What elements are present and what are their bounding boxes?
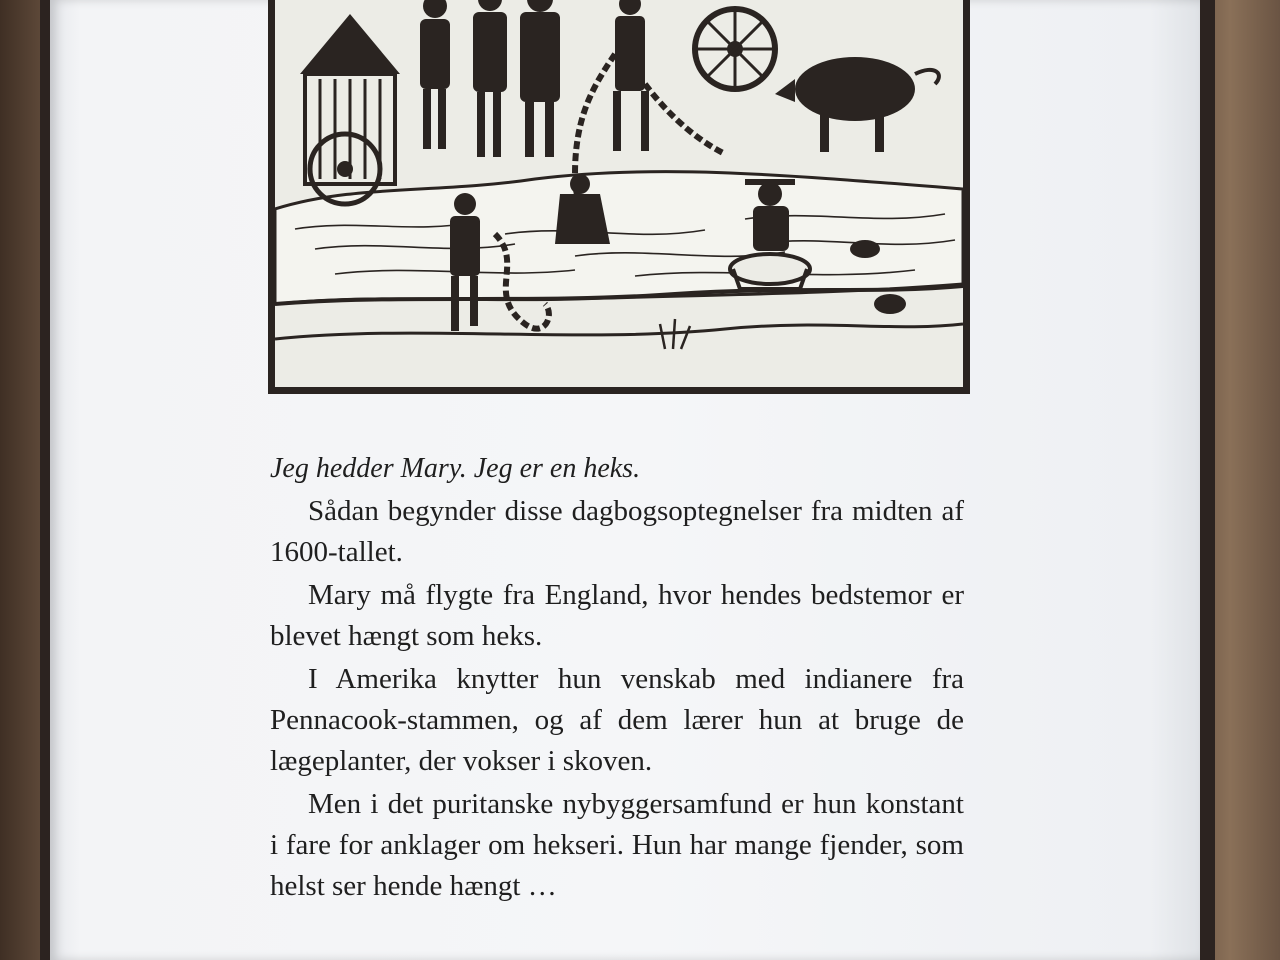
blurb-paragraph: I Amerika knytter hun venskab med indianere fra Pennacook-stammen, og af dem lærer hun at bruge de lægeplanter, der vokser i skoven. bbox=[270, 663, 964, 777]
blurb-paragraph: Mary må flygte fra England, hvor hendes bedstemor er blevet hængt som heks. bbox=[270, 579, 964, 652]
blurb-paragraph: Sådan begynder disse dagbogsoptegnelser fra midten af 1600-tallet. bbox=[270, 495, 964, 568]
back-cover-blurb bbox=[270, 448, 964, 909]
blurb-intro: Jeg hedder Mary. Jeg er en heks. bbox=[270, 453, 641, 484]
blurb-paragraph: Men i det puritanske nybyggersamfund er hun konstant i fare for anklager om hekseri. Hun har mange fjender, som helst ser hende hængt … bbox=[270, 788, 964, 902]
woodcut-illustration bbox=[268, 0, 970, 394]
woodcut-drawing bbox=[275, 0, 963, 394]
mill-house bbox=[300, 14, 400, 204]
cart-wheel bbox=[695, 9, 775, 89]
crowd-figures bbox=[420, 0, 649, 157]
boar bbox=[775, 57, 939, 152]
